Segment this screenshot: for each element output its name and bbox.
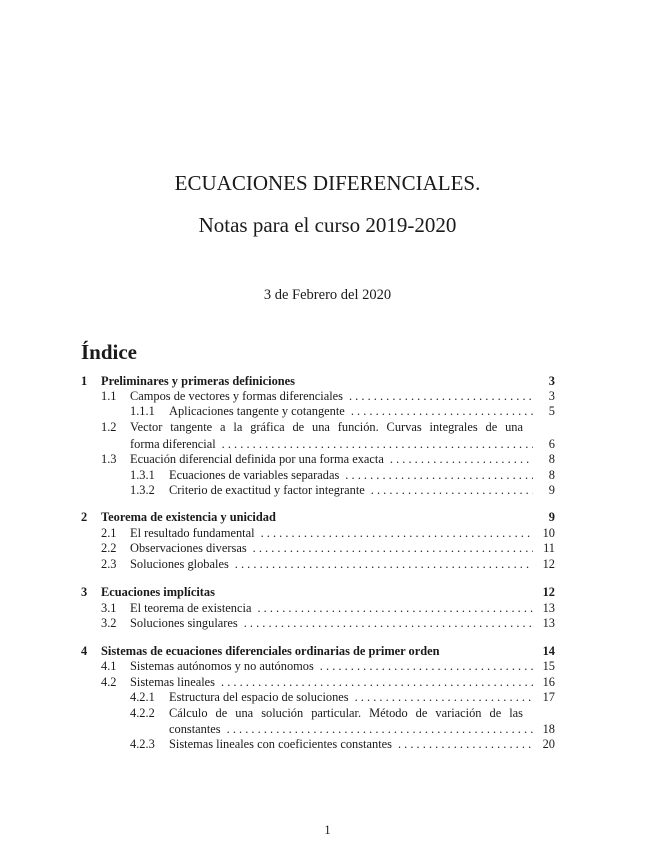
toc-page: 9: [548, 483, 555, 497]
toc-number: 4.2.3: [130, 737, 155, 751]
page-number: 1: [324, 823, 331, 837]
toc-text: Sistemas autónomos y no autónomos: [130, 659, 314, 673]
toc-leader-dots: [253, 540, 533, 556]
toc-subsection-2-1[interactable]: [81, 525, 555, 541]
toc-page: 12: [542, 557, 555, 571]
toc-subsubsection-1-3-1[interactable]: [81, 467, 555, 483]
toc-text: Sistemas lineales con coeficientes constantes: [169, 737, 392, 751]
toc-text: Ecuaciones implícitas: [101, 585, 215, 599]
toc-text: constantes: [169, 722, 221, 736]
toc-subsection-1-3[interactable]: [81, 451, 555, 467]
document-date: 3 de Febrero del 2020: [263, 287, 392, 303]
toc-text: Observaciones diversas: [130, 541, 247, 555]
toc-subsubsection-4-2-1[interactable]: [81, 689, 555, 705]
toc-leader-dots: [390, 451, 533, 467]
toc-leader-dots: [244, 615, 533, 631]
toc-text: Ecuación diferencial definida por una forma exacta: [130, 452, 384, 466]
toc-text: Ecuaciones de variables separadas: [169, 468, 340, 482]
toc-section-4[interactable]: [81, 643, 555, 659]
toc-leader-dots: [222, 436, 533, 452]
toc-page: 17: [542, 690, 555, 704]
toc-page: 13: [542, 601, 555, 615]
toc-section-3[interactable]: [81, 584, 555, 600]
toc-number: 3.2: [101, 616, 117, 630]
toc-text: Preliminares y primeras definiciones: [101, 374, 295, 388]
toc-number: 4.1: [101, 659, 117, 673]
toc-text: Soluciones singulares: [130, 616, 238, 630]
toc-subsection-2-2[interactable]: [81, 540, 555, 556]
toc-text: Teorema de existencia y unicidad: [101, 510, 276, 524]
toc-page: 3: [548, 374, 555, 388]
toc-number: 4.2: [101, 675, 117, 689]
toc-leader-dots: [235, 556, 533, 572]
toc-leader-dots: [227, 721, 533, 737]
toc-page: 6: [548, 437, 555, 451]
toc-subsection-1-2-cont[interactable]: [81, 436, 555, 452]
toc-number: 3: [81, 585, 88, 599]
toc-subsection-3-1[interactable]: [81, 600, 555, 616]
toc-number: 2.3: [101, 557, 117, 571]
toc-page: 11: [543, 541, 555, 555]
toc-text: Sistemas lineales: [130, 675, 215, 689]
toc-subsubsection-4-2-2[interactable]: [81, 705, 555, 721]
toc-subsection-2-3[interactable]: [81, 556, 555, 572]
toc-number: 2.1: [101, 526, 117, 540]
toc-text: Campos de vectores y formas diferenciales: [130, 389, 343, 403]
toc-number: 1.3: [101, 452, 117, 466]
index-heading: Índice: [81, 340, 138, 364]
toc-number: 2.2: [101, 541, 117, 555]
toc-text: forma diferencial: [130, 437, 216, 451]
toc-page: 3: [548, 389, 555, 403]
toc-number: 2: [81, 510, 88, 524]
toc-section-2[interactable]: [81, 509, 555, 525]
toc-text: Aplicaciones tangente y cotangente: [169, 404, 345, 418]
toc-page: 12: [542, 585, 555, 599]
toc-text: Cálculo de una solución particular. Método de variación de las: [169, 706, 523, 720]
toc-page: 10: [542, 526, 555, 540]
toc-page: 18: [542, 722, 555, 736]
toc-section-1[interactable]: [81, 373, 555, 389]
toc-text: Criterio de exactitud y factor integrante: [169, 483, 365, 497]
toc-number: 1.3.1: [130, 468, 155, 482]
toc-leader-dots: [355, 689, 533, 705]
toc-number: 4: [81, 644, 88, 658]
toc-number: 1.1.1: [130, 404, 155, 418]
toc-number: 1.1: [101, 389, 117, 403]
toc-page: 8: [548, 468, 555, 482]
toc-leader-dots: [349, 388, 533, 404]
toc-leader-dots: [261, 525, 533, 541]
toc-subsubsection-1-3-2[interactable]: [81, 482, 555, 498]
toc-subsubsection-4-2-3[interactable]: [81, 736, 555, 752]
toc-leader-dots: [345, 467, 533, 483]
toc-text: Sistemas de ecuaciones diferenciales ordinarias de primer orden: [101, 644, 440, 658]
toc-page: 5: [548, 404, 555, 418]
toc-page: 9: [548, 510, 555, 524]
toc-leader-dots: [398, 736, 533, 752]
toc-page: 15: [542, 659, 555, 673]
toc-subsubsection-1-1-1[interactable]: [81, 403, 555, 419]
toc-number: 3.1: [101, 601, 117, 615]
toc-subsection-4-1[interactable]: [81, 658, 555, 674]
toc-subsubsection-4-2-2-cont[interactable]: [81, 721, 555, 737]
toc-page: 8: [548, 452, 555, 466]
toc-subsection-3-2[interactable]: [81, 615, 555, 631]
toc-page: 16: [542, 675, 555, 689]
toc-number: 1.2: [101, 420, 117, 434]
toc-leader-dots: [320, 658, 533, 674]
toc-text: Soluciones globales: [130, 557, 229, 571]
toc-text: Estructura del espacio de soluciones: [169, 690, 349, 704]
toc-leader-dots: [351, 403, 533, 419]
toc-number: 4.2.1: [130, 690, 155, 704]
toc-subsection-1-2[interactable]: [81, 419, 555, 435]
toc-leader-dots: [221, 674, 533, 690]
toc-subsection-1-1[interactable]: [81, 388, 555, 404]
toc-number: 1.3.2: [130, 483, 155, 497]
toc-number: 4.2.2: [130, 706, 155, 720]
toc-subsection-4-2[interactable]: [81, 674, 555, 690]
toc-text: Vector tangente a la gráfica de una función. Curvas integrales de una: [130, 420, 523, 434]
toc-leader-dots: [371, 482, 533, 498]
toc-page: 14: [542, 644, 555, 658]
toc-leader-dots: [257, 600, 533, 616]
toc-text: El teorema de existencia: [130, 601, 252, 615]
toc-text: El resultado fundamental: [130, 526, 255, 540]
document-title: ECUACIONES DIFERENCIALES.: [174, 171, 481, 195]
document-subtitle: Notas para el curso 2019-2020: [198, 213, 457, 237]
toc-number: 1: [81, 374, 88, 388]
toc-page: 20: [542, 737, 555, 751]
toc-page: 13: [542, 616, 555, 630]
